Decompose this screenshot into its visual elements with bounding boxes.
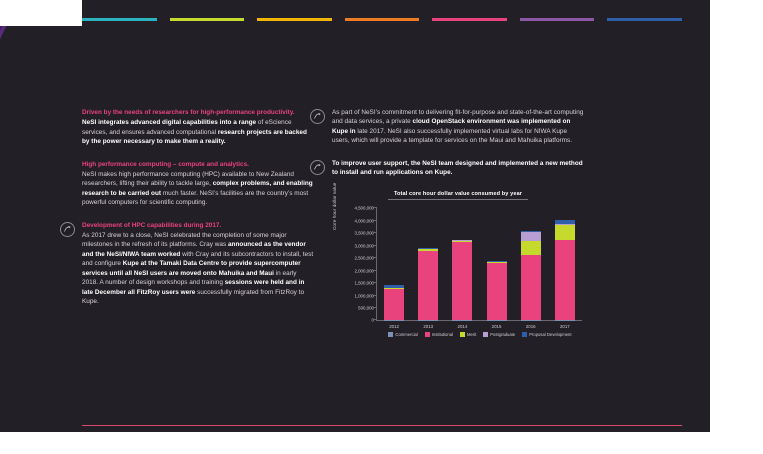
run-white: research projects are backed by the power necessary to make them a reality. bbox=[82, 128, 307, 146]
chart-bars bbox=[377, 208, 582, 330]
chart-legend-swatch bbox=[388, 332, 393, 337]
chart-x-tick: 2017 bbox=[559, 324, 570, 330]
chart-legend-swatch bbox=[460, 332, 465, 337]
chart-y-tick: 4,500,000 bbox=[354, 205, 374, 211]
chart-y-tick-mark bbox=[374, 295, 377, 296]
block-hpc bbox=[82, 160, 314, 208]
chart-legend bbox=[376, 332, 584, 337]
rule-lime bbox=[170, 18, 245, 21]
chart-bar-segment bbox=[521, 320, 541, 321]
chart-bar-segment bbox=[418, 251, 438, 320]
run-body: in early 2018. A number of design workshops and training bbox=[82, 269, 297, 287]
chart-legend-item bbox=[483, 332, 515, 337]
chart-bar-column bbox=[418, 248, 438, 330]
chart-legend-label: Institutional bbox=[431, 332, 453, 338]
chart-y-tick-mark bbox=[374, 257, 377, 258]
capabilities-body bbox=[82, 231, 314, 306]
chart-legend-item bbox=[460, 332, 476, 337]
chart-bar-segment bbox=[521, 255, 541, 320]
chart-y-tick: 3,500,000 bbox=[354, 230, 374, 236]
right-column bbox=[332, 108, 584, 338]
right-margin bbox=[710, 0, 763, 454]
rule-pink bbox=[432, 18, 507, 21]
chart-x-tick: 2014 bbox=[457, 324, 468, 330]
chart-legend-label: Proposal Development bbox=[529, 332, 572, 338]
run-white: sessions were held and in late December all FitzRoy users were bbox=[82, 279, 305, 296]
arrow-bullet-icon bbox=[60, 222, 75, 237]
chart-legend-item bbox=[522, 332, 571, 337]
run-white: complex problems, and enabling research to be carried out bbox=[82, 180, 313, 197]
productivity-heading: Driven by the needs of researchers for high-performance productivity. bbox=[82, 109, 295, 116]
user-support-body bbox=[332, 159, 584, 178]
chart-y-axis-label: Core hour dollar value bbox=[332, 183, 337, 231]
rule-purple bbox=[520, 18, 595, 21]
chart-bar-segment bbox=[487, 263, 507, 320]
chart-bar-segment bbox=[384, 320, 404, 321]
arrow-bullet-icon bbox=[310, 160, 325, 175]
capabilities-heading: Development of HPC capabilities during 2017. bbox=[82, 221, 222, 229]
chart-legend-swatch bbox=[522, 332, 527, 337]
chart-y-tick-mark bbox=[374, 220, 377, 221]
top-left-white-band bbox=[0, 0, 82, 26]
block-productivity bbox=[82, 108, 314, 147]
run-body: late 2017. NeSI also successfully implemented virtual labs for NIWA Kupe users, which will provide a template for services on the Maui and Mahuika platforms. bbox=[332, 127, 573, 145]
chart-legend-item bbox=[388, 332, 417, 337]
chart-y-tick: 1,000,000 bbox=[354, 293, 374, 299]
bottom-margin bbox=[0, 432, 763, 454]
chart-bar-column bbox=[521, 231, 541, 330]
run-white: Kupe at the Tamaki Data Centre to provide supercomputer services until all NeSI users are moved onto Mahuika and Maui bbox=[82, 260, 301, 277]
chart-y-tick: 2,500,000 bbox=[354, 255, 374, 261]
chart-title: Total core hour dollar value consumed by year bbox=[393, 191, 523, 198]
chart-x-tick: 2013 bbox=[423, 324, 434, 330]
chart-bar-segment bbox=[452, 242, 472, 320]
chart-x-tick: 2012 bbox=[389, 324, 399, 330]
run-body: As part of NeSI’s commitment to delivering fit-for-purpose and state-of-the-art computing and data services, a private bbox=[332, 109, 584, 126]
run-white: To improve user support, the NeSI team designed and implemented a new method to install and run applications on Kupe. bbox=[332, 159, 583, 177]
chart-y-tick-mark bbox=[374, 282, 377, 283]
run-body: As 2017 drew to a close, NeSI celebrated the completion of some major milestones in the refresh of its platforms. Cray was bbox=[82, 232, 287, 249]
openstack-body bbox=[332, 108, 584, 146]
chart-bar-column bbox=[452, 240, 472, 330]
chart-legend-item bbox=[425, 332, 453, 337]
chart-plot bbox=[354, 205, 582, 330]
block-capabilities-2017 bbox=[82, 221, 314, 307]
arrow-bullet-icon bbox=[310, 109, 325, 124]
chart-y-tick: 3,000,000 bbox=[354, 243, 374, 249]
block-openstack bbox=[332, 108, 584, 146]
chart-y-tick-mark bbox=[374, 307, 377, 308]
chart-y-tick: 0 bbox=[371, 317, 374, 323]
run-body: NeSI makes high performance computing (HPC) available to New Zealand researchers, lifting their ability to tackle large, bbox=[82, 171, 294, 188]
run-body: successfully migrated from FitzRoy to Kupe. bbox=[82, 288, 305, 305]
chart-core-hour-value bbox=[332, 183, 584, 338]
run-white: announced as the vendor and the NeSI/NIWA team worked bbox=[82, 241, 306, 258]
bottom-pink-rule bbox=[82, 425, 682, 426]
chart-y-tick: 1,500,000 bbox=[354, 280, 374, 286]
chart-y-tick-mark bbox=[374, 232, 377, 233]
chart-bar-segment bbox=[521, 241, 541, 255]
block-user-support bbox=[332, 159, 584, 178]
rule-blue bbox=[607, 18, 682, 21]
chart-bar-segment bbox=[555, 240, 575, 320]
hpc-body bbox=[82, 170, 314, 208]
chart-x-tick: 2015 bbox=[491, 324, 502, 330]
chart-bar-column bbox=[384, 285, 404, 330]
productivity-body bbox=[82, 118, 314, 146]
chart-bar-segment bbox=[521, 232, 541, 241]
rule-orange bbox=[345, 18, 420, 21]
chart-bar-segment bbox=[555, 225, 575, 240]
chart-y-tick: 2,000,000 bbox=[354, 268, 374, 274]
chart-y-tick-mark bbox=[374, 270, 377, 271]
chart-legend-label: Postgraduate bbox=[490, 332, 516, 338]
run-body: of eScience services, and ensures advanced computational bbox=[82, 119, 292, 136]
chart-legend-label: Commercial bbox=[395, 332, 418, 338]
hpc-heading: High performance computing – compute and analytics. bbox=[82, 160, 249, 168]
top-color-rules bbox=[82, 18, 682, 22]
chart-legend-label: Merit bbox=[466, 332, 477, 338]
chart-y-tick-mark bbox=[374, 245, 377, 246]
chart-bar-column bbox=[555, 220, 575, 330]
chart-x-tick: 2016 bbox=[525, 324, 536, 330]
run-white: cloud OpenStack environment was implemented on Kupe in bbox=[332, 118, 571, 135]
rule-teal bbox=[82, 18, 157, 21]
chart-bar-column bbox=[487, 261, 507, 330]
run-white: NeSI integrates advanced digital capabilities into a range bbox=[82, 119, 258, 127]
chart-title-underline bbox=[388, 199, 528, 200]
chart-y-tick-mark bbox=[374, 319, 377, 320]
chart-legend-swatch bbox=[425, 332, 430, 337]
rule-yellow bbox=[257, 18, 332, 21]
chart-y-tick-mark bbox=[374, 207, 377, 208]
chart-legend-swatch bbox=[483, 332, 488, 337]
chart-bar-segment bbox=[384, 289, 404, 320]
chart-y-tick: 4,000,000 bbox=[354, 218, 374, 224]
left-column bbox=[82, 108, 314, 334]
run-body: much faster. NeSI’s facilities are the country’s most powerful computers for scientific computing. bbox=[82, 189, 309, 207]
content-columns bbox=[82, 108, 682, 338]
chart-y-tick: 500,000 bbox=[358, 305, 374, 311]
run-body: with Cray and its subcontractors to install, test and configure bbox=[82, 250, 314, 268]
chart-bar-segment bbox=[555, 320, 575, 321]
